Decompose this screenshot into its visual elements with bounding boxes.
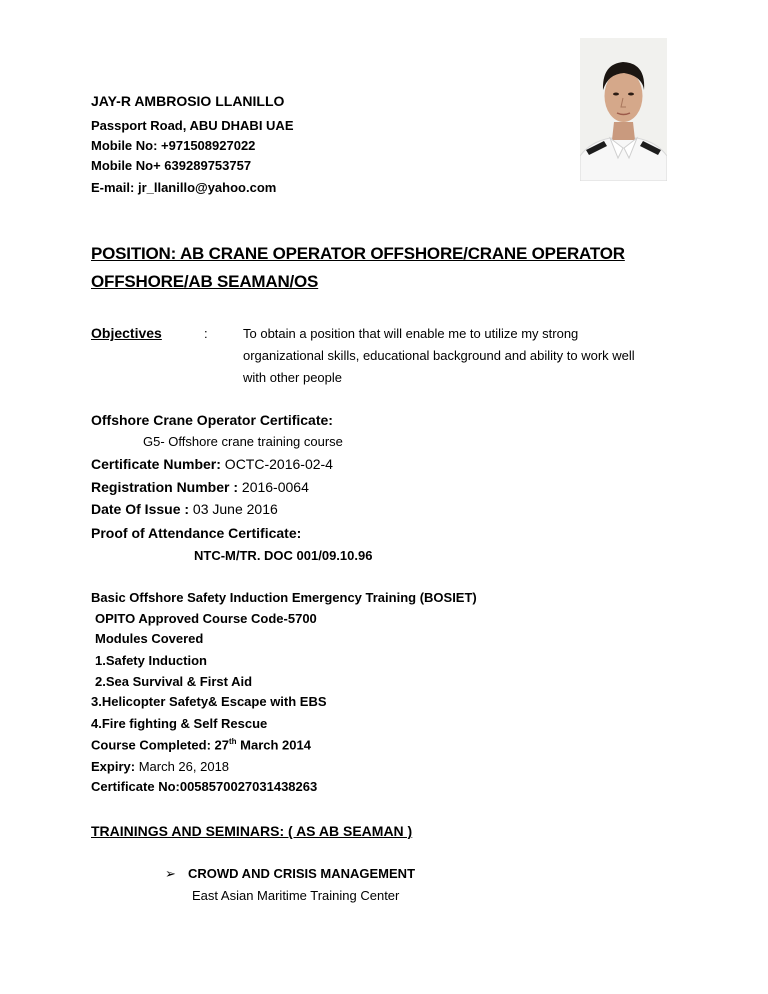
profile-photo (580, 38, 667, 181)
bullet-arrow-icon: ➢ (165, 866, 176, 881)
crane-cert-heading: Offshore Crane Operator Certificate: (91, 412, 333, 428)
crane-course: G5- Offshore crane training course (143, 434, 343, 449)
expiry (91, 759, 229, 774)
person-portrait-icon (580, 38, 667, 181)
opito-course-code: OPITO Approved Course Code-5700 (95, 611, 317, 626)
date-of-issue (91, 501, 278, 517)
expiry-label: Expiry: (91, 759, 136, 774)
bosiet-heading: Basic Offshore Safety Induction Emergency Training (BOSIET) (91, 590, 477, 605)
cert-number-value: OCTC-2016-02-4 (220, 456, 333, 472)
cert-number (91, 456, 333, 472)
cert-number-label: Certificate Number: (91, 456, 221, 472)
objectives-text-line2: organizational skills, educational background and ability to work well (243, 348, 635, 363)
trainings-heading: TRAININGS AND SEMINARS: ( AS AB SEAMAN ) (91, 823, 413, 839)
objectives-text-line1: To obtain a position that will enable me to utilize my strong (243, 326, 579, 341)
bosiet-certificate-number: Certificate No:0058570027031438263 (91, 779, 318, 794)
module-2: 2.Sea Survival & First Aid (95, 674, 253, 689)
objectives-colon: : (204, 326, 208, 341)
objectives-text-line3: with other people (243, 370, 343, 385)
training-1-title: CROWD AND CRISIS MANAGEMENT (188, 866, 416, 881)
registration-number (91, 479, 309, 495)
module-3: 3.Helicopter Safety& Escape with EBS (91, 694, 327, 709)
applicant-name: JAY-R AMBROSIO LLANILLO (91, 93, 285, 109)
course-completed (91, 737, 311, 752)
address: Passport Road, ABU DHABI UAE (91, 118, 294, 133)
module-4: 4.Fire fighting & Self Rescue (91, 716, 268, 731)
modules-covered: Modules Covered (95, 631, 204, 646)
course-completed-label: Course Completed: 27 (91, 737, 229, 753)
course-completed-sup: th (228, 737, 237, 746)
mobile-number-ph: Mobile No+ 639289753757 (91, 158, 252, 173)
registration-number-value: 2016-0064 (238, 479, 309, 495)
date-of-issue-value: 03 June 2016 (189, 501, 278, 517)
proof-attendance-heading: Proof of Attendance Certificate: (91, 525, 302, 541)
registration-number-label: Registration Number : (91, 479, 239, 495)
mobile-number-uae: Mobile No: +971508927022 (91, 138, 256, 153)
training-1-place: East Asian Maritime Training Center (192, 888, 400, 903)
date-of-issue-label: Date Of Issue : (91, 501, 190, 517)
module-1: 1.Safety Induction (95, 653, 207, 668)
email-address: E-mail: jr_llanillo@yahoo.com (91, 180, 277, 195)
position-title-line1: POSITION: AB CRANE OPERATOR OFFSHORE/CRANE OPERATOR (91, 244, 625, 263)
course-completed-rest: March 2014 (236, 737, 311, 753)
proof-attendance-value: NTC-M/TR. DOC 001/09.10.96 (194, 548, 373, 563)
expiry-value: March 26, 2018 (135, 759, 230, 774)
objectives-label: Objectives (91, 325, 162, 341)
position-title-line2: OFFSHORE/AB SEAMAN/OS (91, 272, 319, 291)
